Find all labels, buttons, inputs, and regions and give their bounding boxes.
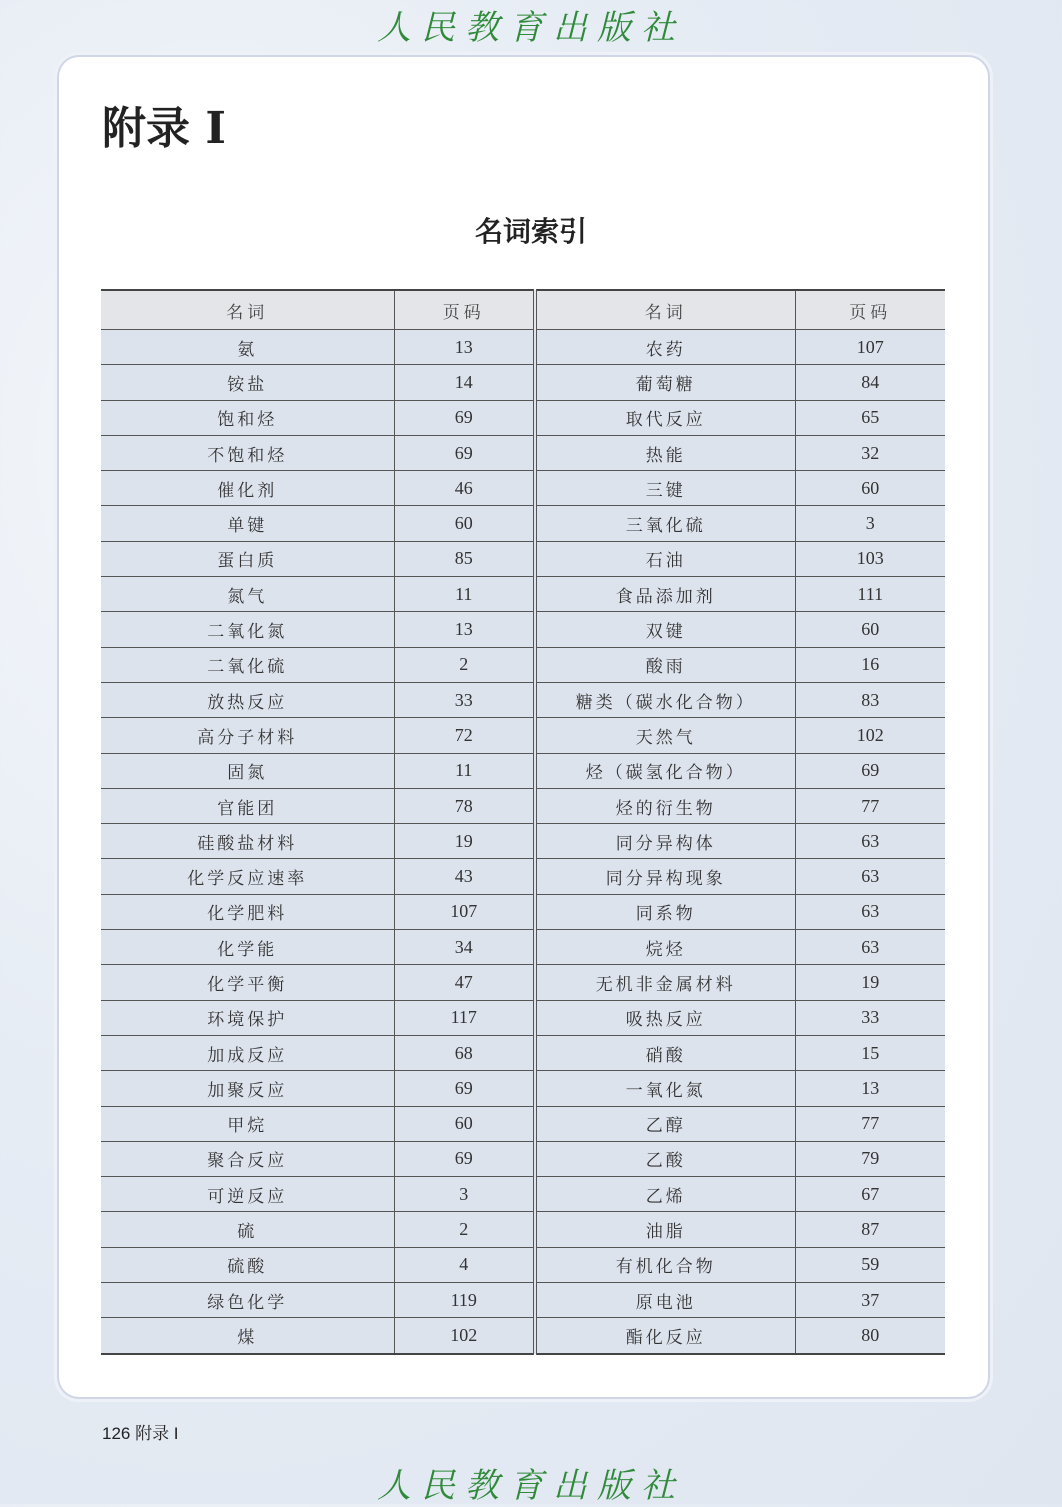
cell-page-right: 60 — [795, 471, 945, 506]
cell-term-right: 食品添加剂 — [535, 577, 795, 612]
cell-term-left: 化学反应速率 — [101, 859, 394, 894]
table-row — [101, 1035, 945, 1070]
cell-page-left: 33 — [394, 682, 535, 717]
cell-page-left: 2 — [394, 1212, 535, 1247]
cell-term-left: 二氧化氮 — [101, 612, 394, 647]
cell-term-left: 加聚反应 — [101, 1071, 394, 1106]
cell-page-right: 65 — [795, 400, 945, 435]
cell-term-right: 油脂 — [535, 1212, 795, 1247]
cell-page-left: 69 — [394, 1141, 535, 1176]
cell-term-left: 化学平衡 — [101, 965, 394, 1000]
cell-page-left: 69 — [394, 1071, 535, 1106]
cell-term-right: 烃（碳氢化合物） — [535, 753, 795, 788]
cell-page-right: 83 — [795, 682, 945, 717]
cell-page-right: 77 — [795, 1106, 945, 1141]
cell-term-left: 催化剂 — [101, 471, 394, 506]
cell-term-right: 热能 — [535, 435, 795, 470]
table-row — [101, 965, 945, 1000]
cell-term-left: 硫 — [101, 1212, 394, 1247]
cell-term-right: 同分异构现象 — [535, 859, 795, 894]
cell-page-right: 60 — [795, 612, 945, 647]
cell-term-left: 固氮 — [101, 753, 394, 788]
table-row — [101, 753, 945, 788]
cell-term-right: 天然气 — [535, 718, 795, 753]
table-row — [101, 718, 945, 753]
cell-term-left: 加成反应 — [101, 1035, 394, 1070]
cell-term-right: 烃的衍生物 — [535, 788, 795, 823]
table-row — [101, 1141, 945, 1176]
cell-term-left: 单键 — [101, 506, 394, 541]
cell-page-right: 33 — [795, 1000, 945, 1035]
table-row — [101, 859, 945, 894]
cell-page-right: 107 — [795, 330, 945, 365]
cell-page-left: 69 — [394, 400, 535, 435]
cell-term-right: 同分异构体 — [535, 824, 795, 859]
cell-page-left: 72 — [394, 718, 535, 753]
table-row — [101, 541, 945, 576]
cell-term-right: 乙烯 — [535, 1177, 795, 1212]
cell-page-right: 3 — [795, 506, 945, 541]
cell-term-left: 甲烷 — [101, 1106, 394, 1141]
cell-page-right: 67 — [795, 1177, 945, 1212]
cell-page-right: 15 — [795, 1035, 945, 1070]
cell-page-left: 43 — [394, 859, 535, 894]
cell-page-left: 69 — [394, 435, 535, 470]
cell-page-left: 85 — [394, 541, 535, 576]
cell-term-left: 高分子材料 — [101, 718, 394, 753]
cell-term-right: 吸热反应 — [535, 1000, 795, 1035]
table-row — [101, 330, 945, 365]
cell-page-left: 14 — [394, 365, 535, 400]
cell-page-left: 13 — [394, 612, 535, 647]
table-row — [101, 506, 945, 541]
cell-term-left: 氮气 — [101, 577, 394, 612]
cell-term-right: 酸雨 — [535, 647, 795, 682]
cell-page-right: 69 — [795, 753, 945, 788]
cell-term-left: 不饱和烃 — [101, 435, 394, 470]
table-row — [101, 1106, 945, 1141]
cell-page-left: 11 — [394, 577, 535, 612]
cell-term-right: 石油 — [535, 541, 795, 576]
cell-page-left: 47 — [394, 965, 535, 1000]
cell-term-right: 硝酸 — [535, 1035, 795, 1070]
cell-page-right: 19 — [795, 965, 945, 1000]
table-row — [101, 1177, 945, 1212]
publisher-logo-top: 人民教育出版社 — [377, 8, 685, 48]
table-row — [101, 1071, 945, 1106]
cell-page-right: 16 — [795, 647, 945, 682]
page-footer: 126 附录 I — [102, 1424, 179, 1443]
cell-page-right: 63 — [795, 859, 945, 894]
cell-page-left: 117 — [394, 1000, 535, 1035]
cell-term-left: 化学能 — [101, 930, 394, 965]
table-row — [101, 930, 945, 965]
table-row — [101, 577, 945, 612]
cell-page-left: 2 — [394, 647, 535, 682]
cell-term-right: 取代反应 — [535, 400, 795, 435]
cell-page-left: 102 — [394, 1318, 535, 1354]
cell-term-left: 可逆反应 — [101, 1177, 394, 1212]
table-row — [101, 435, 945, 470]
cell-term-right: 有机化合物 — [535, 1247, 795, 1282]
table-row — [101, 612, 945, 647]
cell-term-right: 乙醇 — [535, 1106, 795, 1141]
cell-page-right: 32 — [795, 435, 945, 470]
cell-page-left: 46 — [394, 471, 535, 506]
cell-page-right: 84 — [795, 365, 945, 400]
appendix-title: 附录 I — [102, 103, 226, 154]
cell-page-left: 19 — [394, 824, 535, 859]
cell-term-left: 绿色化学 — [101, 1283, 394, 1318]
cell-term-left: 煤 — [101, 1318, 394, 1354]
cell-page-right: 103 — [795, 541, 945, 576]
cell-term-right: 糖类（碳水化合物） — [535, 682, 795, 717]
cell-page-left: 11 — [394, 753, 535, 788]
cell-term-right: 原电池 — [535, 1283, 795, 1318]
cell-page-right: 63 — [795, 824, 945, 859]
header-page-right: 页码 — [795, 290, 945, 330]
cell-page-left: 119 — [394, 1283, 535, 1318]
cell-page-left: 107 — [394, 894, 535, 929]
cell-page-right: 102 — [795, 718, 945, 753]
table-row — [101, 1318, 945, 1354]
table-body — [101, 330, 945, 1354]
cell-term-left: 硫酸 — [101, 1247, 394, 1282]
cell-term-left: 氨 — [101, 330, 394, 365]
table-row — [101, 894, 945, 929]
header-term-left: 名词 — [101, 290, 394, 330]
cell-page-right: 77 — [795, 788, 945, 823]
table-row — [101, 682, 945, 717]
table-row — [101, 1283, 945, 1318]
cell-term-left: 化学肥料 — [101, 894, 394, 929]
cell-term-left: 环境保护 — [101, 1000, 394, 1035]
cell-page-right: 59 — [795, 1247, 945, 1282]
cell-term-left: 二氧化硫 — [101, 647, 394, 682]
cell-term-right: 无机非金属材料 — [535, 965, 795, 1000]
table-header-row — [101, 290, 945, 330]
cell-page-left: 13 — [394, 330, 535, 365]
cell-term-right: 同系物 — [535, 894, 795, 929]
table-row — [101, 365, 945, 400]
cell-term-left: 硅酸盐材料 — [101, 824, 394, 859]
cell-term-right: 农药 — [535, 330, 795, 365]
cell-term-right: 一氧化氮 — [535, 1071, 795, 1106]
cell-page-right: 63 — [795, 930, 945, 965]
cell-term-right: 酯化反应 — [535, 1318, 795, 1354]
table-row — [101, 824, 945, 859]
cell-term-right: 三键 — [535, 471, 795, 506]
cell-term-left: 铵盐 — [101, 365, 394, 400]
table-row — [101, 1000, 945, 1035]
cell-page-right: 13 — [795, 1071, 945, 1106]
cell-term-left: 聚合反应 — [101, 1141, 394, 1176]
cell-term-right: 烷烃 — [535, 930, 795, 965]
cell-term-left: 蛋白质 — [101, 541, 394, 576]
index-title: 名词索引 — [474, 215, 587, 248]
cell-page-left: 34 — [394, 930, 535, 965]
publisher-logo-bottom: 人民教育出版社 — [377, 1466, 685, 1506]
cell-page-right: 63 — [795, 894, 945, 929]
cell-page-left: 4 — [394, 1247, 535, 1282]
cell-page-left: 60 — [394, 506, 535, 541]
cell-page-right: 80 — [795, 1318, 945, 1354]
cell-page-left: 60 — [394, 1106, 535, 1141]
cell-page-left: 68 — [394, 1035, 535, 1070]
cell-term-left: 官能团 — [101, 788, 394, 823]
table-row — [101, 1247, 945, 1282]
cell-page-left: 78 — [394, 788, 535, 823]
cell-term-right: 葡萄糖 — [535, 365, 795, 400]
header-term-right: 名词 — [535, 290, 795, 330]
table-row — [101, 471, 945, 506]
cell-page-right: 87 — [795, 1212, 945, 1247]
cell-page-right: 111 — [795, 577, 945, 612]
table-row — [101, 788, 945, 823]
cell-term-left: 饱和烃 — [101, 400, 394, 435]
table-row — [101, 400, 945, 435]
header-page-left: 页码 — [394, 290, 535, 330]
cell-term-right: 双键 — [535, 612, 795, 647]
cell-page-right: 79 — [795, 1141, 945, 1176]
cell-term-left: 放热反应 — [101, 682, 394, 717]
cell-page-left: 3 — [394, 1177, 535, 1212]
cell-term-right: 乙酸 — [535, 1141, 795, 1176]
table-row — [101, 647, 945, 682]
cell-page-right: 37 — [795, 1283, 945, 1318]
cell-term-right: 三氧化硫 — [535, 506, 795, 541]
table-row — [101, 1212, 945, 1247]
index-table — [101, 289, 945, 1355]
